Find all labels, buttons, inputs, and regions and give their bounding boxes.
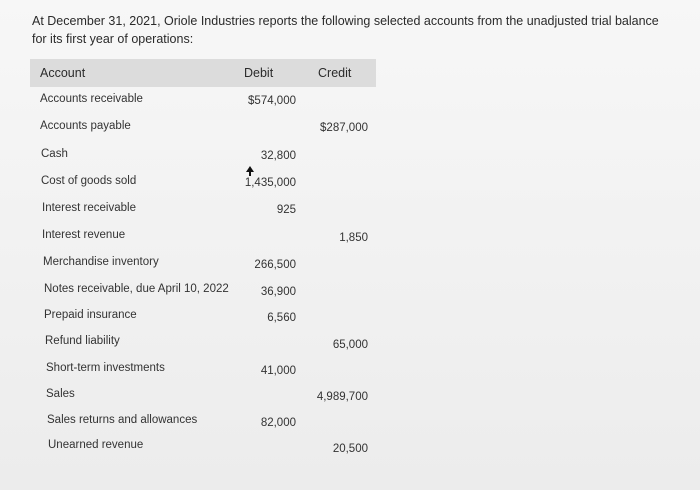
row-account-interest-receivable: Interest receivable — [42, 202, 136, 214]
header-debit: Debit — [244, 66, 274, 80]
row-account-accounts-payable: Accounts payable — [40, 120, 131, 132]
row-account-sales: Sales — [46, 388, 75, 400]
row-account-cash: Cash — [41, 148, 68, 160]
row-credit-refund-liability: 65,000 — [332, 339, 368, 351]
row-debit-notes-receivable: 36,900 — [260, 286, 296, 298]
header-credit: Credit — [318, 66, 352, 80]
header-account: Account — [40, 66, 86, 80]
row-debit-accounts-receivable: $574,000 — [248, 95, 296, 107]
row-account-accounts-receivable: Accounts receivable — [40, 93, 143, 105]
row-account-short-term-investments: Short-term investments — [46, 362, 165, 374]
row-debit-cost-of-goods-sold: 1,435,000 — [244, 177, 296, 189]
intro-text: At December 31, 2021, Oriole Industries reports the following selected accounts from the unadjusted trial balance for its first year of operations: — [32, 14, 659, 46]
row-account-interest-revenue: Interest revenue — [42, 229, 126, 241]
row-debit-cash: 32,800 — [260, 150, 296, 162]
row-debit-merchandise-inventory: 266,500 — [254, 259, 296, 271]
row-account-sales-returns: Sales returns and allowances — [47, 414, 198, 426]
row-debit-interest-receivable: 925 — [276, 204, 296, 216]
row-debit-short-term-investments: 41,000 — [260, 365, 296, 377]
row-account-prepaid-insurance: Prepaid insurance — [44, 309, 137, 321]
row-credit-unearned-revenue: 20,500 — [332, 443, 368, 455]
row-account-notes-receivable: Notes receivable, due April 10, 2022 — [44, 283, 229, 295]
row-account-unearned-revenue: Unearned revenue — [48, 439, 144, 451]
row-account-refund-liability: Refund liability — [45, 335, 120, 347]
row-credit-interest-revenue: 1,850 — [339, 232, 368, 244]
row-debit-sales-returns: 82,000 — [260, 417, 296, 429]
row-credit-sales: 4,989,700 — [316, 391, 368, 403]
row-credit-accounts-payable: $287,000 — [320, 122, 368, 134]
cursor-icon — [246, 166, 254, 176]
row-account-merchandise-inventory: Merchandise inventory — [43, 256, 159, 268]
row-debit-prepaid-insurance: 6,560 — [267, 312, 296, 324]
row-account-cost-of-goods-sold: Cost of goods sold — [41, 175, 137, 187]
